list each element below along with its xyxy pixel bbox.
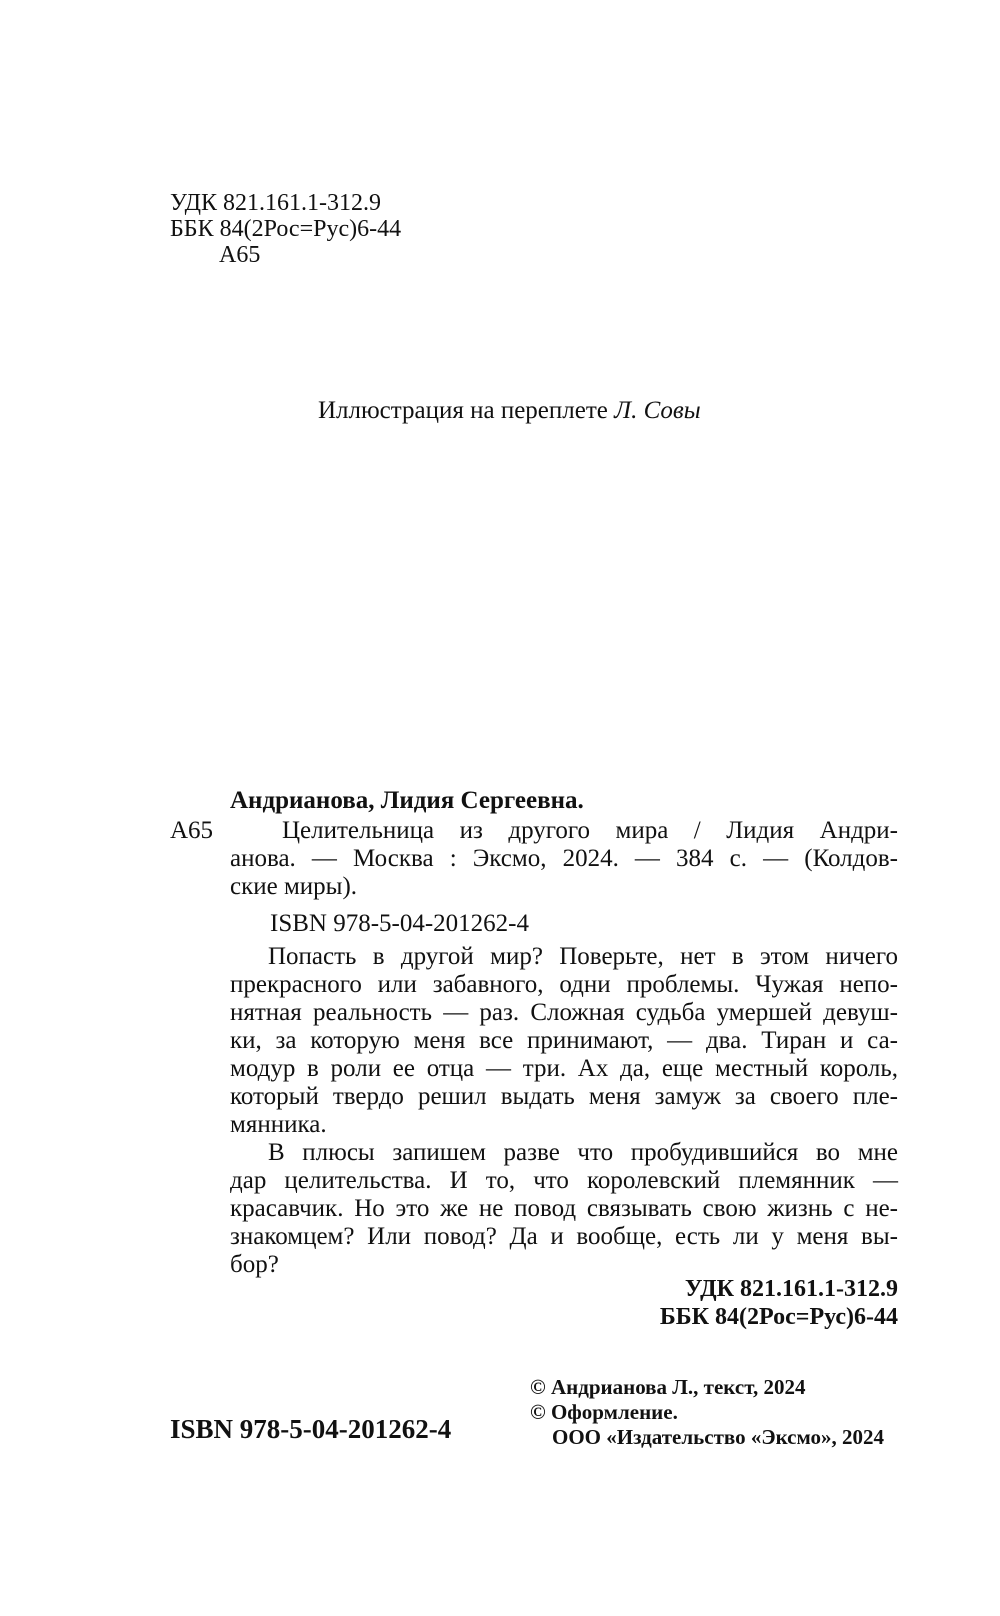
annotation-line: прекрасного или забавного, одни проблемы. Чужая непо- (230, 971, 898, 998)
footer-isbn: ISBN 978-5-04-201262-4 (170, 1414, 452, 1444)
author-mark: А65 (170, 817, 214, 844)
annotation-line: знакомцем? Или повод? Да и вообще, есть ли у меня вы- (230, 1223, 898, 1250)
annotation-line: дар целительства. И то, что королевский племянник — (230, 1167, 898, 1194)
annotation-line: ки, за которую меня все принимают, — два. Тиран и са- (230, 1027, 898, 1054)
annotation-line: модур в роли ее отца — три. Ах да, еще местный король, (230, 1055, 898, 1082)
copyright-block (530, 1375, 884, 1450)
illustration-text: Иллюстрация на переплете (318, 397, 608, 424)
catalog-isbn: ISBN 978-5-04-201262-4 (270, 910, 530, 937)
copyright-line: ООО «Издательство «Эксмо», 2024 (552, 1425, 885, 1449)
illustration-credit (318, 397, 701, 425)
annotation-line: который твердо решил выдать меня замуж за своего пле- (230, 1083, 898, 1110)
annotation-line: бор? (230, 1251, 279, 1278)
illustration-artist: Л. Совы (614, 397, 701, 424)
annotation-paragraph-1 (230, 943, 898, 1139)
udk-top: УДК 821.161.1-312.9 (170, 190, 381, 216)
catalog-description (230, 817, 898, 901)
description-line: Целительница из другого мира / Лидия Андри- (282, 817, 898, 844)
copyright-line: © Андрианова Л., текст, 2024 (530, 1375, 806, 1399)
annotation-line: В плюсы запишем разве что пробудившийся во мне (268, 1139, 898, 1166)
description-line: анова. — Москва : Эксмо, 2024. — 384 с. — (Колдов- (230, 845, 898, 872)
description-line: ские миры). (230, 873, 358, 900)
udk-bottom: УДК 821.161.1-312.9 (684, 1276, 898, 1302)
annotation-paragraph-2 (230, 1139, 898, 1279)
annotation-line: нятная реальность — раз. Сложная судьба умершей девуш- (230, 999, 898, 1026)
annotation-line: красавчик. Но это же не повод связывать свою жизнь с не- (230, 1195, 898, 1222)
bbk-bottom: ББК 84(2Рос=Рус)6-44 (659, 1304, 898, 1330)
bbk-top: ББК 84(2Рос=Рус)6-44 (170, 216, 402, 242)
author-heading: Андрианова, Лидия Сергеевна. (230, 787, 584, 814)
author-mark-top: А65 (219, 242, 261, 268)
copyright-line: © Оформление. (530, 1400, 678, 1424)
annotation-line: Попасть в другой мир? Поверьте, нет в этом ничего (268, 943, 898, 970)
annotation-line: мянника. (230, 1111, 327, 1138)
